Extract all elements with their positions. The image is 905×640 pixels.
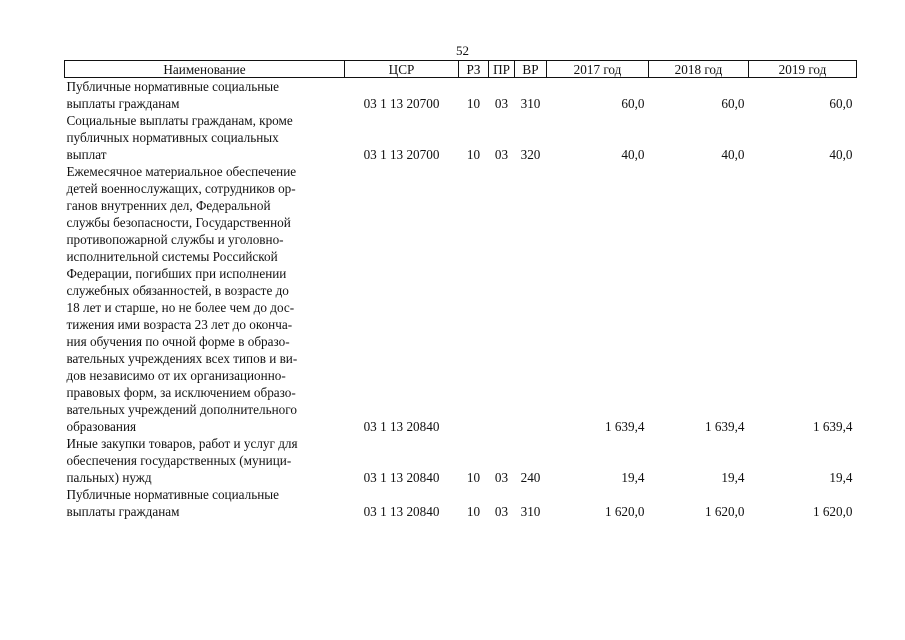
header-rz: РЗ [459,61,489,78]
row-name-line: выплат [66,147,107,162]
row-value-2019: 1 620,0 [812,504,853,519]
row-value-2018: 1 639,4 [704,419,745,434]
row-pr: 03 [494,470,509,485]
row-value-2017: 1 639,4 [604,419,645,434]
table-row [65,486,857,520]
row-pr: 03 [494,96,509,111]
row-value-2019: 60,0 [829,96,853,111]
row-name-line: тижения ими возраста 23 лет до оконча- [66,317,293,332]
row-rz [459,163,489,435]
row-name-line: Иные закупки товаров, работ и услуг для [66,436,298,451]
row-name-line: Публичные нормативные социальные [66,487,279,502]
header-2018: 2018 год [649,61,749,78]
row-rz: 10 [466,147,481,162]
row-name-line: вательных учреждениях всех типов и ви- [66,351,298,366]
row-name-line: обеспечения государственных (муници- [66,453,292,468]
row-name-line: 18 лет и старше, но не более чем до дос- [66,300,295,315]
row-name-line: выплаты гражданам [66,504,180,519]
header-vr: ВР [515,61,547,78]
row-csr: 03 1 13 20840 [363,504,440,519]
table-body [65,78,857,521]
row-name-line: ганов внутренних дел, Федеральной [66,198,271,213]
row-csr: 03 1 13 20840 [363,470,440,485]
row-pr: 03 [494,147,509,162]
row-vr: 240 [520,470,541,485]
row-vr: 310 [520,504,541,519]
table-row [65,163,857,435]
row-name-line: противопожарной службы и уголовно- [66,232,284,247]
row-value-2019: 1 639,4 [812,419,853,434]
row-csr: 03 1 13 20840 [363,419,440,434]
row-value-2018: 60,0 [721,96,745,111]
row-csr: 03 1 13 20700 [363,147,440,162]
header-pr: ПР [489,61,515,78]
row-name-line: выплаты гражданам [66,96,180,111]
row-name-line: публичных нормативных социальных [66,130,279,145]
row-value-2018: 40,0 [721,147,745,162]
row-name [65,112,345,163]
row-name [65,486,345,520]
row-vr [515,163,547,435]
row-name-line: вательных учреждений дополнительного [66,402,297,417]
row-name-line: Социальные выплаты гражданам, кроме [66,113,293,128]
row-name-line: службы безопасности, Государственной [66,215,291,230]
row-value-2019: 19,4 [829,470,853,485]
row-value-2018: 1 620,0 [704,504,745,519]
row-vr: 310 [520,96,541,111]
row-name-line: правовых форм, за исключением образо- [66,385,296,400]
budget-table [64,60,857,520]
row-name-line: Федерации, погибших при исполнении [66,266,287,281]
row-name-line: пальных) нужд [66,470,152,485]
row-value-2017: 60,0 [621,96,645,111]
row-name-line: детей военнослужащих, сотрудников ор- [66,181,296,196]
row-value-2018: 19,4 [721,470,745,485]
row-name [65,435,345,486]
row-value-2019: 40,0 [829,147,853,162]
row-pr: 03 [494,504,509,519]
row-name [65,163,345,435]
row-name-line: Публичные нормативные социальные [66,79,279,94]
row-pr [489,163,515,435]
row-name-line: образования [66,419,137,434]
page-number: 52 [456,43,469,58]
row-rz: 10 [466,470,481,485]
header-name: Наименование [65,61,345,78]
row-name-line: Ежемесячное материальное обеспечение [66,164,297,179]
row-value-2017: 19,4 [621,470,645,485]
row-csr: 03 1 13 20700 [363,96,440,111]
row-name-line: ния обучения по очной форме в образо- [66,334,290,349]
row-name-line: дов независимо от их организационно- [66,368,286,383]
row-rz: 10 [466,96,481,111]
row-vr: 320 [520,147,541,162]
table-header-row [65,61,857,78]
row-name-line: служебных обязанностей, в возрасте до [66,283,289,298]
row-value-2017: 1 620,0 [604,504,645,519]
table-row [65,112,857,163]
row-value-2017: 40,0 [621,147,645,162]
header-2017: 2017 год [547,61,649,78]
header-2019: 2019 год [749,61,857,78]
row-name-line: исполнительной системы Российской [66,249,278,264]
table-row [65,435,857,486]
row-rz: 10 [466,504,481,519]
table-row [65,78,857,113]
header-csr: ЦСР [345,61,459,78]
row-name [65,78,345,113]
